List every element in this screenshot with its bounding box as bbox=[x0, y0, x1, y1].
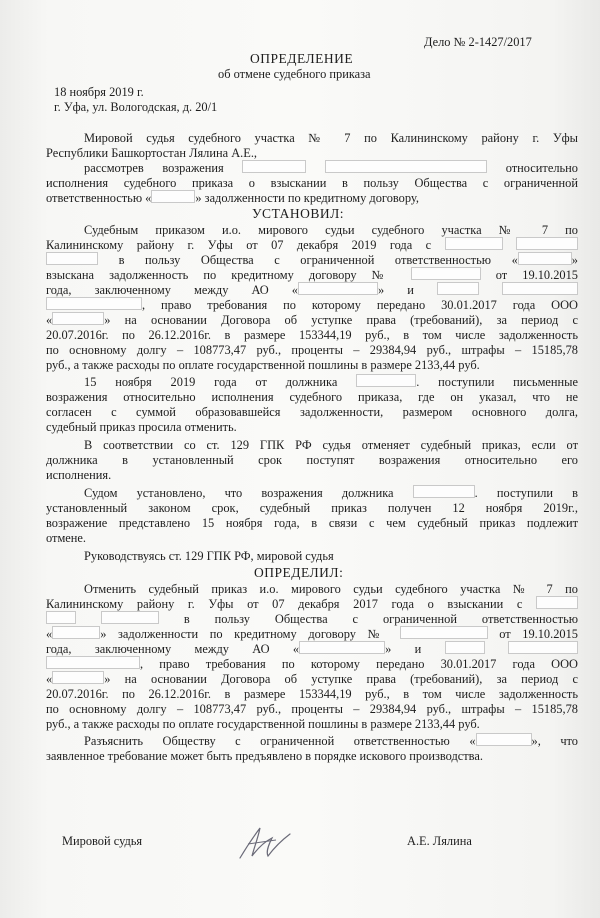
redaction-box bbox=[325, 160, 487, 173]
signature-label: Мировой судья bbox=[62, 834, 143, 848]
redaction-box bbox=[52, 671, 104, 684]
text-line: взыскана задолженность по кредитному договору № от 19.10.2015 bbox=[46, 268, 578, 282]
redaction-box bbox=[46, 611, 76, 624]
text-line: руб., а также расходы по оплате государственной пошлины в размере 2133,44 руб. bbox=[46, 358, 480, 372]
text-line: 20.07.2016г. по 26.12.2016г. в размере 153344,19 руб., в том числе задолженность bbox=[46, 328, 578, 342]
handwritten-signature bbox=[232, 818, 296, 868]
text-line: заявленное требование может быть предъявлено в порядке искового производства. bbox=[46, 749, 483, 763]
redaction-box bbox=[476, 733, 532, 746]
redaction-box bbox=[46, 252, 98, 265]
text-line: исполнения. bbox=[46, 468, 112, 482]
text-line: Отменить судебный приказ и.о. мирового судьи судебного участка № 7 по bbox=[84, 582, 578, 596]
text-line: возражения относительно исполнения судебного приказа, где он указал, что не bbox=[46, 390, 578, 404]
text-line: В соответствии со ст. 129 ГПК РФ судья отменяет судебный приказ, если от bbox=[84, 438, 578, 452]
signature-name: А.Е. Лялина bbox=[407, 834, 472, 848]
text-line: 15 ноября 2019 года от должника . поступили письменные bbox=[84, 375, 578, 389]
text-line: , право требования по которому передано 30.01.2017 года ООО bbox=[46, 297, 578, 313]
text-line: « » задолженности по кредитному договору № от 19.10.2015 bbox=[46, 627, 578, 641]
text-line: « » на основании Договора об уступке права (требований), за период с bbox=[46, 313, 578, 327]
redaction-box bbox=[445, 237, 503, 250]
text-line: Республики Башкортостан Лялина А.Е., bbox=[46, 146, 258, 160]
text-line: судебный приказ просила отменить. bbox=[46, 420, 237, 434]
redaction-box bbox=[400, 626, 488, 639]
redaction-box bbox=[52, 312, 104, 325]
text-line: рассмотрев возражения относительно bbox=[84, 161, 578, 175]
text-line: возражение представлено 15 ноября года, в связи с чем судебный приказ подлежит bbox=[46, 516, 578, 530]
text-line: согласен с суммой образовавшейся задолженности, размером основного долга, bbox=[46, 405, 578, 419]
redaction-box bbox=[101, 611, 159, 624]
text-line: Судебным приказом и.о. мирового судьи судебного участка № 7 по bbox=[84, 223, 578, 237]
document-date: 18 ноября 2019 г. bbox=[54, 85, 144, 99]
text-line: исполнения судебного приказа о взыскании в пользу Общества с ограниченной bbox=[46, 176, 578, 190]
redaction-box bbox=[536, 596, 578, 609]
document-place: г. Уфа, ул. Вологодская, д. 20/1 bbox=[54, 100, 218, 114]
text-line: Калининскому району г. Уфы от 07 декабря 2017 года о взыскании с bbox=[46, 596, 578, 612]
text-line: ответственностью « » задолженности по кредитному договору, bbox=[46, 191, 419, 205]
text-line: года, заключенному между АО « » и bbox=[46, 641, 578, 657]
text-line: 20.07.2016г. по 26.12.2016г. в размере 153344,19 руб., в том числе задолженность bbox=[46, 687, 578, 701]
document-title: ОПРЕДЕЛЕНИЕ bbox=[250, 51, 354, 66]
redaction-box bbox=[508, 641, 578, 654]
text-line: в пользу Общества с ограниченной ответственностью « » bbox=[46, 252, 578, 268]
text-line: установленный законом срок, судебный приказ получен 12 ноября 2019г., bbox=[46, 501, 578, 515]
redaction-box bbox=[299, 641, 385, 654]
redaction-box bbox=[413, 485, 475, 498]
redaction-box bbox=[518, 252, 572, 265]
text-line: Мировой судья судебного участка № 7 по Калининскому району г. Уфы bbox=[84, 131, 578, 145]
redaction-box bbox=[356, 374, 416, 387]
redaction-box bbox=[437, 282, 479, 295]
text-line: в пользу Общества с ограниченной ответственностью bbox=[46, 611, 578, 627]
text-line: по основному долгу – 108773,47 руб., проценты – 29384,94 руб., штрафы – 15185,78 bbox=[46, 343, 578, 357]
redaction-box bbox=[516, 237, 578, 250]
redaction-box bbox=[46, 656, 140, 669]
redaction-box bbox=[502, 282, 578, 295]
text-line: должника в установленный срок поступят возражения относительно его bbox=[46, 453, 578, 467]
redaction-box bbox=[151, 190, 195, 203]
document-subtitle: об отмене судебного приказа bbox=[218, 67, 371, 81]
text-line: по основному долгу – 108773,47 руб., проценты – 29384,94 руб., штрафы – 15185,78 bbox=[46, 702, 578, 716]
text-line: года, заключенному между АО « » и bbox=[46, 282, 578, 298]
text-line: , право требования по которому передано 30.01.2017 года ООО bbox=[46, 656, 578, 672]
text-line: Разъяснить Обществу с ограниченной ответственностью « », что bbox=[84, 734, 578, 748]
redaction-box bbox=[298, 282, 378, 295]
redaction-box bbox=[52, 626, 100, 639]
redaction-box bbox=[46, 297, 142, 310]
heading-established: УСТАНОВИЛ: bbox=[252, 206, 345, 221]
text-line: Судом установлено, что возражения должника . поступили в bbox=[84, 486, 578, 500]
heading-decided: ОПРЕДЕЛИЛ: bbox=[254, 565, 344, 580]
text-line: отмене. bbox=[46, 531, 87, 545]
redaction-box bbox=[242, 160, 306, 173]
text-line: руб., а также расходы по оплате государственной пошлины в размере 2133,44 руб. bbox=[46, 717, 480, 731]
redaction-box bbox=[445, 641, 485, 654]
case-number: Дело № 2-1427/2017 bbox=[424, 35, 532, 49]
redaction-box bbox=[411, 267, 481, 280]
text-line: « » на основании Договора об уступке права (требований), за период с bbox=[46, 672, 578, 686]
text-line: Калининскому району г. Уфы от 07 декабря 2019 года с bbox=[46, 237, 578, 253]
text-line: Руководствуясь ст. 129 ГПК РФ, мировой судья bbox=[84, 549, 334, 563]
